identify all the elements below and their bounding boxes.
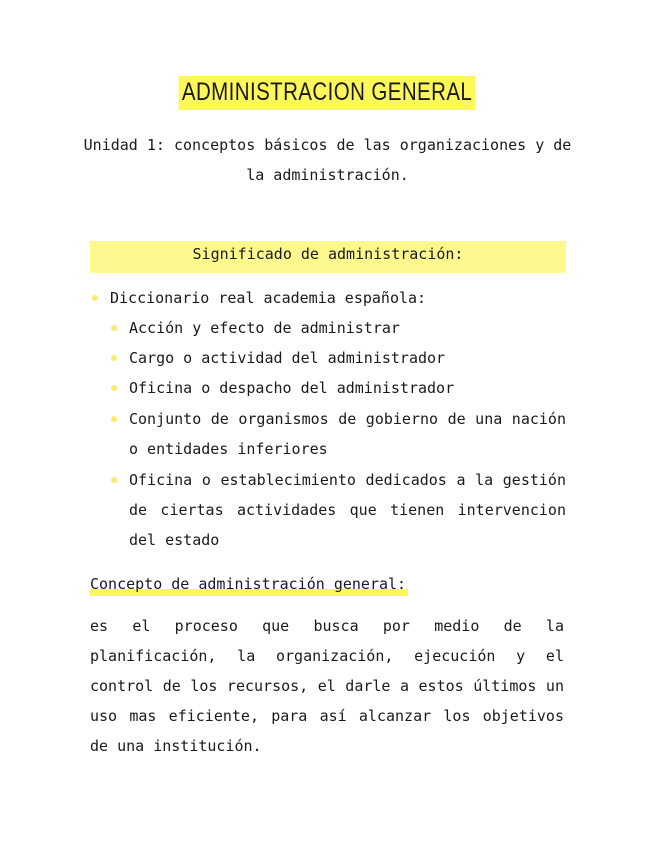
concept-heading: Concepto de administración general: [90, 572, 408, 596]
list-item [90, 373, 566, 403]
list-item-text: Oficina o establecimiento dedicados a la gestión de ciertas actividades que tienen intervencion del estado [129, 471, 566, 549]
bullet-icon [111, 385, 117, 391]
bullet-icon [111, 477, 117, 483]
bullet-icon [92, 295, 98, 301]
list-item-text: Conjunto de organismos de gobierno de una nación o entidades inferiores [129, 410, 566, 458]
list-item [90, 465, 566, 555]
unit-subtitle: Unidad 1: conceptos básicos de las organizaciones y de la administración. [83, 136, 572, 184]
document-title: ADMINISTRACION GENERAL [179, 76, 476, 110]
concept-paragraph: es el proceso que busca por medio de la planificación, la organización, ejecución y el control de los recursos, el darle a estos últimos un uso mas eficiente, para así alcanzar los objetivos de una institución. [90, 617, 564, 755]
section-heading-significado: Significado de administración: [90, 241, 566, 273]
title-container [0, 76, 655, 110]
bullet-icon [111, 325, 117, 331]
list-item-text: Diccionario real academia española: [110, 289, 427, 307]
list-item-text: Cargo o actividad del administrador [129, 349, 446, 367]
list-item [90, 343, 566, 373]
list-item [90, 404, 566, 464]
list-item [90, 283, 566, 313]
list-item [90, 313, 566, 343]
list-item-text: Acción y efecto de administrar [129, 319, 400, 337]
list-item-text: Oficina o despacho del administrador [129, 379, 455, 397]
bullet-icon [111, 416, 117, 422]
bullet-icon [111, 355, 117, 361]
definition-list [90, 283, 566, 555]
